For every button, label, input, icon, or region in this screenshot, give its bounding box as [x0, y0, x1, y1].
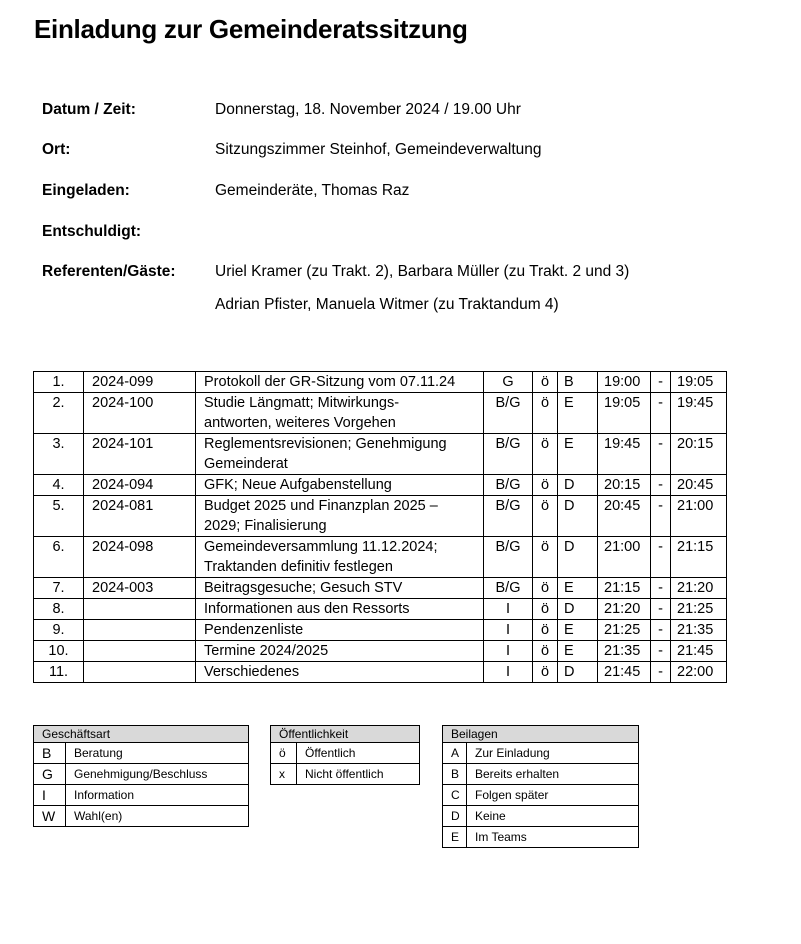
agenda-time-dash: - — [651, 475, 671, 496]
agenda-row — [34, 620, 727, 641]
agenda-row — [34, 372, 727, 393]
legend-code: W — [34, 806, 66, 827]
legend-label: Keine — [467, 806, 639, 827]
legend-label: Information — [66, 785, 249, 806]
agenda-topic-line1: Pendenzenliste — [204, 622, 304, 638]
legend-beilagen-title: Beilagen — [443, 726, 639, 743]
agenda-topic — [196, 372, 484, 393]
legend-geschaeftsart — [33, 725, 249, 827]
agenda-end-time: 21:25 — [671, 599, 727, 620]
meta-entschuldigt-label: Entschuldigt: — [42, 223, 142, 240]
agenda-geschaeftsart: B/G — [484, 578, 533, 599]
agenda-start-time: 19:00 — [598, 372, 651, 393]
legend-code: I — [34, 785, 66, 806]
agenda-time-dash: - — [651, 372, 671, 393]
agenda-geschaeftsart: B/G — [484, 537, 533, 578]
agenda-beilage: B — [558, 372, 598, 393]
agenda-number: 9. — [34, 620, 84, 641]
agenda-end-time: 20:45 — [671, 475, 727, 496]
agenda-geschaeft-nr — [84, 662, 196, 683]
agenda-beilage: D — [558, 537, 598, 578]
agenda-beilage: D — [558, 496, 598, 537]
agenda-end-time: 21:20 — [671, 578, 727, 599]
meta-eingeladen-value: Gemeinderäte, Thomas Raz — [215, 182, 410, 199]
agenda-beilage: E — [558, 393, 598, 434]
agenda-oeffentlichkeit: ö — [533, 620, 558, 641]
agenda-topic — [196, 662, 484, 683]
agenda-time-dash: - — [651, 641, 671, 662]
legend-label: Wahl(en) — [66, 806, 249, 827]
agenda-beilage: D — [558, 662, 598, 683]
legend-code: B — [443, 764, 467, 785]
agenda-number: 6. — [34, 537, 84, 578]
agenda-topic — [196, 641, 484, 662]
agenda-topic-line1: Reglementsrevisionen; Genehmigung — [204, 436, 447, 452]
agenda-end-time: 20:15 — [671, 434, 727, 475]
agenda-topic-line1: Verschiedenes — [204, 664, 300, 680]
agenda-topic-line2: antworten, weiteres Vorgehen — [204, 415, 396, 431]
agenda-geschaeft-nr: 2024-098 — [84, 537, 196, 578]
meta-datum-label: Datum / Zeit: — [42, 101, 136, 118]
agenda-number: 1. — [34, 372, 84, 393]
agenda-oeffentlichkeit: ö — [533, 393, 558, 434]
agenda-number: 3. — [34, 434, 84, 475]
agenda-oeffentlichkeit: ö — [533, 662, 558, 683]
meta-referenten-line2: Adrian Pfister, Manuela Witmer (zu Traktandum 4) — [215, 296, 559, 313]
legend-row — [34, 785, 249, 806]
agenda-oeffentlichkeit: ö — [533, 372, 558, 393]
agenda-row — [34, 662, 727, 683]
agenda-geschaeftsart: B/G — [484, 496, 533, 537]
meta-ort-label: Ort: — [42, 141, 71, 158]
agenda-start-time: 21:35 — [598, 641, 651, 662]
agenda-oeffentlichkeit: ö — [533, 641, 558, 662]
agenda-start-time: 21:15 — [598, 578, 651, 599]
agenda-row — [34, 641, 727, 662]
legend-row — [34, 743, 249, 764]
agenda-geschaeftsart: I — [484, 641, 533, 662]
agenda-start-time: 21:25 — [598, 620, 651, 641]
legend-row — [443, 827, 639, 848]
agenda-beilage: E — [558, 578, 598, 599]
agenda-number: 10. — [34, 641, 84, 662]
agenda-geschaeftsart: B/G — [484, 475, 533, 496]
agenda-geschaeftsart: I — [484, 620, 533, 641]
agenda-time-dash: - — [651, 578, 671, 599]
document-title: Einladung zur Gemeinderatssitzung — [34, 14, 468, 44]
agenda-beilage: E — [558, 641, 598, 662]
agenda-oeffentlichkeit: ö — [533, 578, 558, 599]
legend-label: Beratung — [66, 743, 249, 764]
agenda-geschaeft-nr — [84, 641, 196, 662]
agenda-table — [33, 371, 727, 683]
legend-label: Bereits erhalten — [467, 764, 639, 785]
agenda-time-dash: - — [651, 599, 671, 620]
agenda-oeffentlichkeit: ö — [533, 496, 558, 537]
legend-row — [443, 785, 639, 806]
legend-code: G — [34, 764, 66, 785]
meta-eingeladen-label: Eingeladen: — [42, 182, 130, 199]
legend-code: D — [443, 806, 467, 827]
legend-row — [443, 764, 639, 785]
agenda-topic-line2: Traktanden definitiv festlegen — [204, 559, 393, 575]
agenda-topic-line1: Studie Längmatt; Mitwirkungs- — [204, 395, 400, 411]
agenda-topic-line1: Termine 2024/2025 — [204, 643, 329, 659]
agenda-geschaeft-nr — [84, 620, 196, 641]
agenda-number: 4. — [34, 475, 84, 496]
agenda-geschaeftsart: I — [484, 599, 533, 620]
agenda-topic — [196, 620, 484, 641]
agenda-row — [34, 599, 727, 620]
agenda-geschaeft-nr: 2024-101 — [84, 434, 196, 475]
agenda-geschaeftsart: B/G — [484, 393, 533, 434]
agenda-topic-line1: Protokoll der GR-Sitzung vom 07.11.24 — [204, 374, 456, 390]
legend-row — [443, 806, 639, 827]
legend-row — [443, 743, 639, 764]
legend-geschaeftsart-title: Geschäftsart — [34, 726, 249, 743]
agenda-oeffentlichkeit: ö — [533, 475, 558, 496]
agenda-geschaeft-nr: 2024-003 — [84, 578, 196, 599]
agenda-geschaeftsart: I — [484, 662, 533, 683]
agenda-end-time: 21:00 — [671, 496, 727, 537]
agenda-start-time: 21:20 — [598, 599, 651, 620]
agenda-topic — [196, 578, 484, 599]
agenda-time-dash: - — [651, 620, 671, 641]
legend-beilagen — [442, 725, 639, 848]
legend-row — [271, 764, 420, 785]
agenda-oeffentlichkeit: ö — [533, 434, 558, 475]
legend-label: Öffentlich — [297, 743, 420, 764]
agenda-start-time: 20:45 — [598, 496, 651, 537]
meta-ort-value: Sitzungszimmer Steinhof, Gemeindeverwaltung — [215, 141, 542, 158]
agenda-number: 8. — [34, 599, 84, 620]
agenda-row — [34, 537, 727, 578]
agenda-time-dash: - — [651, 537, 671, 578]
agenda-start-time: 19:45 — [598, 434, 651, 475]
agenda-number: 11. — [34, 662, 84, 683]
agenda-beilage: D — [558, 599, 598, 620]
agenda-topic-line1: Gemeindeversammlung 11.12.2024; — [204, 539, 438, 555]
agenda-end-time: 19:45 — [671, 393, 727, 434]
agenda-geschaeftsart: B/G — [484, 434, 533, 475]
agenda-beilage: D — [558, 475, 598, 496]
agenda-start-time: 21:00 — [598, 537, 651, 578]
agenda-geschaeft-nr: 2024-094 — [84, 475, 196, 496]
agenda-time-dash: - — [651, 662, 671, 683]
agenda-topic — [196, 599, 484, 620]
agenda-row — [34, 475, 727, 496]
agenda-beilage: E — [558, 434, 598, 475]
agenda-topic — [196, 496, 484, 537]
agenda-geschaeft-nr: 2024-099 — [84, 372, 196, 393]
agenda-number: 2. — [34, 393, 84, 434]
agenda-topic — [196, 475, 484, 496]
legend-code: A — [443, 743, 467, 764]
agenda-geschaeft-nr: 2024-081 — [84, 496, 196, 537]
agenda-topic — [196, 537, 484, 578]
agenda-end-time: 21:35 — [671, 620, 727, 641]
agenda-oeffentlichkeit: ö — [533, 537, 558, 578]
meta-datum-value: Donnerstag, 18. November 2024 / 19.00 Uhr — [215, 101, 521, 118]
meta-referenten-line1: Uriel Kramer (zu Trakt. 2), Barbara Müller (zu Trakt. 2 und 3) — [215, 263, 630, 280]
agenda-topic-line1: Beitragsgesuche; Gesuch STV — [204, 580, 403, 596]
legend-code: B — [34, 743, 66, 764]
agenda-topic-line2: 2029; Finalisierung — [204, 518, 327, 534]
legend-label: Zur Einladung — [467, 743, 639, 764]
agenda-start-time: 19:05 — [598, 393, 651, 434]
agenda-row — [34, 496, 727, 537]
legend-code: E — [443, 827, 467, 848]
agenda-topic-line2: Gemeinderat — [204, 456, 288, 472]
agenda-start-time: 21:45 — [598, 662, 651, 683]
agenda-end-time: 21:45 — [671, 641, 727, 662]
agenda-time-dash: - — [651, 393, 671, 434]
agenda-end-time: 19:05 — [671, 372, 727, 393]
agenda-geschaeft-nr: 2024-100 — [84, 393, 196, 434]
legend-row — [34, 806, 249, 827]
legend-oeffentlichkeit — [270, 725, 420, 785]
agenda-time-dash: - — [651, 496, 671, 537]
agenda-row — [34, 393, 727, 434]
legend-code: C — [443, 785, 467, 806]
legend-label: Genehmigung/Beschluss — [66, 764, 249, 785]
agenda-number: 7. — [34, 578, 84, 599]
agenda-geschaeftsart: G — [484, 372, 533, 393]
agenda-topic — [196, 393, 484, 434]
agenda-number: 5. — [34, 496, 84, 537]
agenda-row — [34, 578, 727, 599]
agenda-row — [34, 434, 727, 475]
agenda-start-time: 20:15 — [598, 475, 651, 496]
legend-code: ö — [271, 743, 297, 764]
legend-row — [271, 743, 420, 764]
legend-code: x — [271, 764, 297, 785]
agenda-geschaeft-nr — [84, 599, 196, 620]
agenda-end-time: 22:00 — [671, 662, 727, 683]
agenda-topic-line1: Informationen aus den Ressorts — [204, 601, 410, 617]
agenda-time-dash: - — [651, 434, 671, 475]
agenda-topic — [196, 434, 484, 475]
meta-referenten-label: Referenten/Gäste: — [42, 263, 176, 280]
agenda-topic-line1: GFK; Neue Aufgabenstellung — [204, 477, 392, 493]
legend-label: Im Teams — [467, 827, 639, 848]
legend-oeffentlichkeit-title: Öffentlichkeit — [271, 726, 420, 743]
agenda-end-time: 21:15 — [671, 537, 727, 578]
agenda-beilage: E — [558, 620, 598, 641]
legend-label: Nicht öffentlich — [297, 764, 420, 785]
legend-row — [34, 764, 249, 785]
legend-label: Folgen später — [467, 785, 639, 806]
agenda-topic-line1: Budget 2025 und Finanzplan 2025 – — [204, 498, 438, 514]
agenda-oeffentlichkeit: ö — [533, 599, 558, 620]
